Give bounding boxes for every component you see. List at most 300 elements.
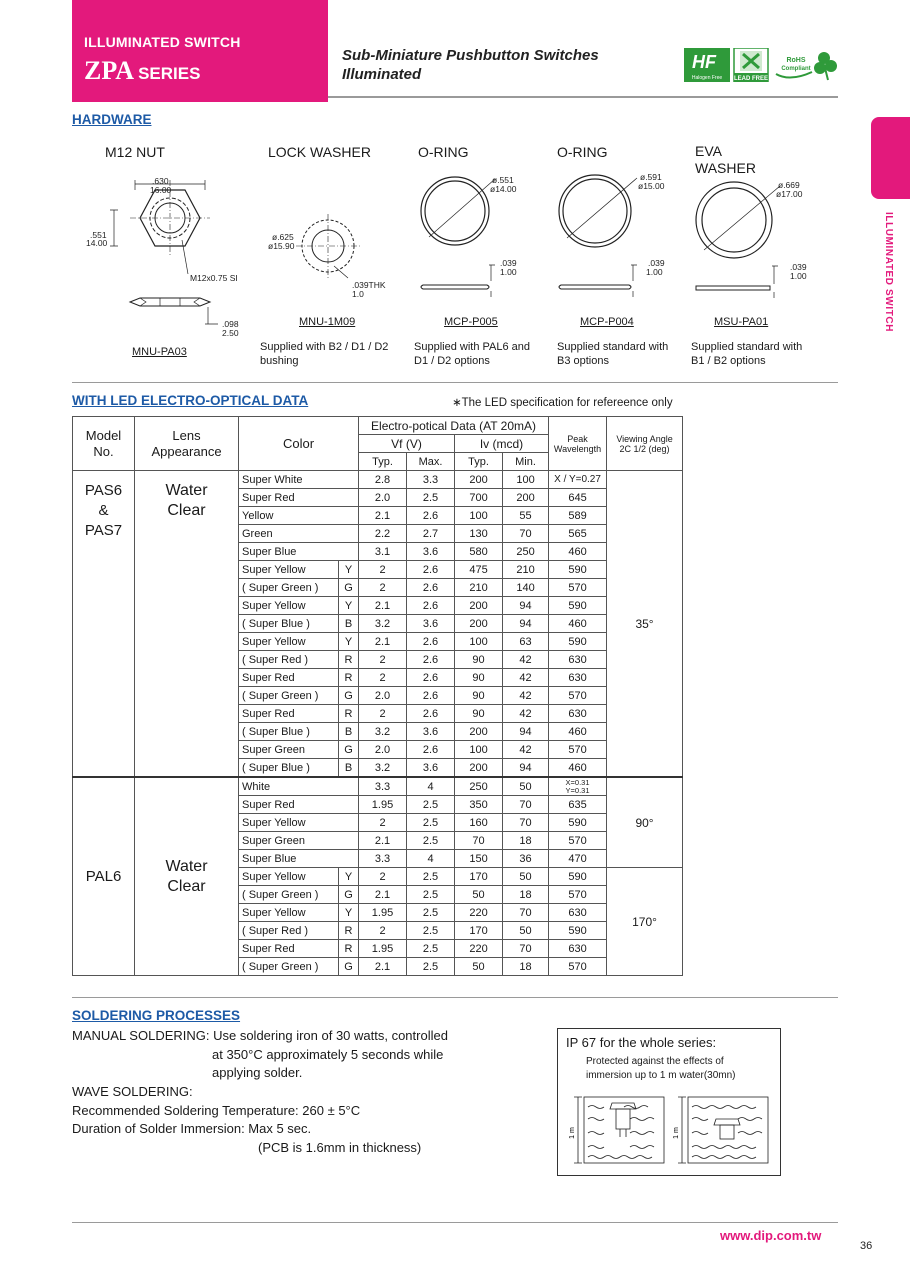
row-vf-typ: 2.1 bbox=[359, 597, 407, 615]
row-peak: 630 bbox=[549, 904, 607, 922]
wave-soldering-pcb: (PCB is 1.6mm in thickness) bbox=[258, 1140, 422, 1155]
wave-soldering-temp: Recommended Soldering Temperature: 260 ± 5°C bbox=[72, 1103, 361, 1118]
row-iv-min: 50 bbox=[503, 922, 549, 940]
row-vf-typ: 2.1 bbox=[359, 958, 407, 976]
o-ring-2-dia-inch: ø.591 bbox=[640, 172, 662, 182]
row-code: R bbox=[339, 651, 359, 669]
row-peak: 570 bbox=[549, 958, 607, 976]
row-peak-x: X=0.31 bbox=[565, 777, 590, 787]
row-iv-typ: 350 bbox=[455, 796, 503, 814]
row-iv-min: 70 bbox=[503, 525, 549, 543]
row-iv-typ: 220 bbox=[455, 940, 503, 958]
col-angle-line2: 2C 1/2 (deg) bbox=[619, 443, 670, 454]
m12-nut-drawing bbox=[100, 170, 260, 335]
m12-thick-inch: .098 bbox=[222, 319, 239, 329]
ip67-box bbox=[557, 1028, 781, 1176]
row-color: Super Red bbox=[239, 489, 359, 507]
row-iv-typ: 90 bbox=[455, 651, 503, 669]
row-peak bbox=[549, 777, 607, 796]
row-vf-typ: 3.1 bbox=[359, 543, 407, 561]
row-code: G bbox=[339, 687, 359, 705]
lock-washer-thick-inch: .039THK bbox=[352, 280, 386, 290]
row-iv-typ: 50 bbox=[455, 958, 503, 976]
group2-angle-170: 170° bbox=[607, 868, 683, 976]
row-iv-typ: 220 bbox=[455, 904, 503, 922]
o-ring-1-desc-line2: D1 / D2 options bbox=[414, 355, 490, 367]
row-vf-max: 2.5 bbox=[407, 832, 455, 850]
group2-angle-90: 90° bbox=[607, 777, 683, 868]
row-vf-max: 3.6 bbox=[407, 615, 455, 633]
row-color: Super Red bbox=[239, 705, 339, 723]
o-ring-2-label: O-RING bbox=[557, 144, 608, 160]
eva-washer-label bbox=[695, 143, 756, 177]
row-vf-typ: 2 bbox=[359, 705, 407, 723]
row-color: Super Green bbox=[239, 832, 359, 850]
group1-model-line1: PAS6 bbox=[84, 482, 123, 499]
row-iv-typ: 100 bbox=[455, 633, 503, 651]
o-ring-2-desc-line2: B3 options bbox=[557, 355, 609, 367]
footer-divider bbox=[72, 1222, 838, 1223]
col-model-line1: Model bbox=[85, 427, 122, 443]
row-iv-typ: 50 bbox=[455, 886, 503, 904]
ip67-desc-line2: immersion up to 1 m water(30mn) bbox=[586, 1070, 736, 1081]
row-vf-typ: 2 bbox=[359, 579, 407, 597]
series-title bbox=[84, 56, 200, 86]
lock-washer-label: LOCK WASHER bbox=[268, 144, 371, 160]
row-vf-typ: 2.8 bbox=[359, 471, 407, 489]
row-vf-max: 2.6 bbox=[407, 561, 455, 579]
row-vf-max: 2.6 bbox=[407, 741, 455, 759]
col-lens-line1: Lens bbox=[172, 427, 201, 443]
wave-soldering-title: WAVE SOLDERING: bbox=[72, 1084, 193, 1099]
row-code: B bbox=[339, 759, 359, 778]
col-lens-line2: Appearance bbox=[151, 443, 222, 459]
series-banner bbox=[72, 0, 328, 102]
eva-washer-label-line2: WASHER bbox=[695, 160, 756, 176]
row-iv-typ: 200 bbox=[455, 723, 503, 741]
category-label: ILLUMINATED SWITCH bbox=[84, 34, 241, 50]
rohs-logo bbox=[776, 52, 837, 80]
m12-thick-mm: 2.50 bbox=[222, 328, 239, 338]
side-tab-label: ILLUMINATED SWITCH bbox=[883, 212, 894, 333]
group1-lens bbox=[135, 471, 239, 778]
row-code: R bbox=[339, 669, 359, 687]
hardware-title: HARDWARE bbox=[72, 112, 152, 127]
o-ring-1-dia-mm: ø14.00 bbox=[490, 184, 517, 194]
led-data-table bbox=[72, 416, 683, 976]
row-peak: 590 bbox=[549, 561, 607, 579]
row-peak: 635 bbox=[549, 796, 607, 814]
row-vf-typ: 2.1 bbox=[359, 507, 407, 525]
row-iv-min: 18 bbox=[503, 958, 549, 976]
ip67-title: IP 67 for the whole series: bbox=[566, 1035, 717, 1050]
row-vf-max: 4 bbox=[407, 777, 455, 796]
group1-model bbox=[73, 471, 135, 778]
row-color: ( Super Green ) bbox=[239, 886, 339, 904]
row-peak: 565 bbox=[549, 525, 607, 543]
lock-washer-drawing bbox=[290, 210, 370, 290]
led-data-title: WITH LED ELECTRO-OPTICAL DATA bbox=[72, 393, 309, 408]
table-divider bbox=[72, 997, 838, 998]
row-iv-min: 50 bbox=[503, 777, 549, 796]
row-peak: 630 bbox=[549, 705, 607, 723]
row-iv-typ: 100 bbox=[455, 741, 503, 759]
row-peak: 590 bbox=[549, 814, 607, 832]
group2-lens-line1: Water bbox=[165, 857, 208, 875]
row-vf-typ: 2.1 bbox=[359, 886, 407, 904]
group1-model-line2: & bbox=[98, 502, 109, 519]
eva-washer-thick-inch: .039 bbox=[790, 262, 807, 272]
row-iv-min: 140 bbox=[503, 579, 549, 597]
row-code: Y bbox=[339, 561, 359, 579]
row-iv-min: 70 bbox=[503, 814, 549, 832]
eva-washer-desc-line1: Supplied standard with bbox=[691, 341, 803, 353]
row-vf-max: 2.6 bbox=[407, 669, 455, 687]
row-color: Super Red bbox=[239, 669, 339, 687]
m12-nut-label: M12 NUT bbox=[105, 144, 165, 160]
lead-free-text: LEAD FREE bbox=[733, 76, 769, 82]
m12-width-inch: .630 bbox=[152, 176, 169, 186]
o-ring-1-dia-inch: ø.551 bbox=[492, 175, 514, 185]
row-vf-typ: 1.95 bbox=[359, 940, 407, 958]
rohs-compliant-text: Compliant bbox=[781, 66, 811, 72]
series-word: SERIES bbox=[138, 64, 201, 83]
row-vf-typ: 2 bbox=[359, 868, 407, 886]
o-ring-1-thick-mm: 1.00 bbox=[500, 267, 517, 277]
row-iv-typ: 200 bbox=[455, 471, 503, 489]
row-vf-max: 2.5 bbox=[407, 868, 455, 886]
row-iv-min: 210 bbox=[503, 561, 549, 579]
row-code: R bbox=[339, 705, 359, 723]
group1-angle: 35° bbox=[607, 471, 683, 778]
row-iv-min: 50 bbox=[503, 868, 549, 886]
halogen-free-logo bbox=[684, 48, 730, 82]
row-peak: 590 bbox=[549, 922, 607, 940]
row-vf-typ: 1.95 bbox=[359, 796, 407, 814]
row-vf-typ: 3.2 bbox=[359, 723, 407, 741]
hf-text: HF bbox=[692, 52, 716, 72]
col-lens bbox=[135, 417, 239, 471]
row-vf-typ: 2 bbox=[359, 922, 407, 940]
m12-height-inch: .551 bbox=[90, 230, 107, 240]
row-iv-typ: 90 bbox=[455, 687, 503, 705]
row-vf-typ: 3.3 bbox=[359, 850, 407, 868]
row-code: G bbox=[339, 958, 359, 976]
page-number: 36 bbox=[860, 1240, 873, 1252]
row-peak: 589 bbox=[549, 507, 607, 525]
row-color: Super Yellow bbox=[239, 904, 339, 922]
row-vf-max: 2.5 bbox=[407, 796, 455, 814]
row-iv-min: 42 bbox=[503, 687, 549, 705]
row-color: ( Super Red ) bbox=[239, 651, 339, 669]
row-peak: 570 bbox=[549, 832, 607, 850]
row-peak: 470 bbox=[549, 850, 607, 868]
o-ring-1-desc-line1: Supplied with PAL6 and bbox=[414, 341, 530, 353]
row-iv-min: 42 bbox=[503, 741, 549, 759]
row-iv-min: 42 bbox=[503, 669, 549, 687]
col-model-line2: No. bbox=[93, 443, 114, 459]
depth-label-left: 1 m bbox=[569, 1127, 576, 1139]
row-code: R bbox=[339, 922, 359, 940]
row-iv-min: 42 bbox=[503, 651, 549, 669]
col-vf: Vf (V) bbox=[359, 435, 455, 453]
row-iv-typ: 90 bbox=[455, 705, 503, 723]
row-vf-typ: 2.0 bbox=[359, 687, 407, 705]
group1-lens-line1: Water bbox=[165, 482, 208, 499]
group2-lens bbox=[135, 777, 239, 976]
row-color: ( Super Blue ) bbox=[239, 759, 339, 778]
col-peak-line2: Wavelength bbox=[553, 443, 602, 454]
o-ring-1-part-number: MCP-P005 bbox=[444, 316, 498, 328]
row-peak: 590 bbox=[549, 633, 607, 651]
row-peak: 570 bbox=[549, 687, 607, 705]
row-code: Y bbox=[339, 597, 359, 615]
lock-washer-desc-line1: Supplied with B2 / D1 / D2 bbox=[260, 341, 389, 353]
o-ring-1-desc bbox=[414, 340, 530, 368]
col-peak-line1: Peak bbox=[567, 433, 588, 444]
row-iv-typ: 160 bbox=[455, 814, 503, 832]
manual-soldering-line3: applying solder. bbox=[212, 1065, 303, 1080]
row-iv-min: 42 bbox=[503, 705, 549, 723]
row-iv-typ: 475 bbox=[455, 561, 503, 579]
row-iv-typ: 170 bbox=[455, 868, 503, 886]
row-vf-typ: 3.3 bbox=[359, 777, 407, 796]
m12-height-mm: 14.00 bbox=[86, 238, 108, 248]
row-peak: 570 bbox=[549, 886, 607, 904]
row-iv-typ: 210 bbox=[455, 579, 503, 597]
row-peak: 630 bbox=[549, 651, 607, 669]
row-vf-typ: 2 bbox=[359, 561, 407, 579]
row-iv-min: 200 bbox=[503, 489, 549, 507]
col-iv-typ: Typ. bbox=[455, 453, 503, 471]
website-link[interactable]: www.dip.com.tw bbox=[720, 1228, 822, 1243]
row-vf-max: 3.6 bbox=[407, 543, 455, 561]
col-model bbox=[73, 417, 135, 471]
row-iv-typ: 150 bbox=[455, 850, 503, 868]
led-spec-note: ∗The LED specification for refereence only bbox=[452, 397, 673, 409]
row-vf-max: 2.6 bbox=[407, 633, 455, 651]
row-iv-typ: 250 bbox=[455, 777, 503, 796]
row-color: Super Red bbox=[239, 940, 339, 958]
lock-washer-desc bbox=[260, 340, 388, 368]
row-vf-max: 3.6 bbox=[407, 759, 455, 778]
row-iv-min: 55 bbox=[503, 507, 549, 525]
row-vf-max: 3.3 bbox=[407, 471, 455, 489]
row-vf-max: 2.5 bbox=[407, 922, 455, 940]
row-vf-max: 2.5 bbox=[407, 886, 455, 904]
o-ring-2-desc bbox=[557, 340, 668, 368]
o-ring-1-label: O-RING bbox=[418, 144, 469, 160]
eva-washer-desc-line2: B1 / B2 options bbox=[691, 355, 766, 367]
soldering-title: SOLDERING PROCESSES bbox=[72, 1008, 241, 1023]
row-peak: 630 bbox=[549, 669, 607, 687]
row-color: Super Yellow bbox=[239, 597, 339, 615]
row-vf-typ: 2 bbox=[359, 651, 407, 669]
row-code: B bbox=[339, 723, 359, 741]
row-iv-typ: 200 bbox=[455, 597, 503, 615]
row-iv-min: 70 bbox=[503, 904, 549, 922]
ip67-desc-line1: Protected against the effects of bbox=[586, 1056, 724, 1067]
rohs-text: RoHS bbox=[786, 57, 806, 64]
row-iv-min: 94 bbox=[503, 597, 549, 615]
row-vf-typ: 2.0 bbox=[359, 741, 407, 759]
row-iv-typ: 70 bbox=[455, 832, 503, 850]
row-vf-max: 2.7 bbox=[407, 525, 455, 543]
lead-free-logo bbox=[734, 48, 768, 82]
table-row bbox=[73, 471, 683, 489]
col-eo-data: Electro-potical Data (AT 20mA) bbox=[359, 417, 549, 435]
row-code: Y bbox=[339, 633, 359, 651]
depth-label-right: 1 m bbox=[673, 1127, 680, 1139]
row-vf-max: 2.6 bbox=[407, 687, 455, 705]
row-color: Super Red bbox=[239, 796, 359, 814]
row-color: White bbox=[239, 777, 359, 796]
row-vf-max: 2.6 bbox=[407, 507, 455, 525]
lock-washer-desc-line2: bushing bbox=[260, 355, 299, 367]
row-vf-max: 4 bbox=[407, 850, 455, 868]
row-iv-min: 70 bbox=[503, 940, 549, 958]
eva-washer-label-line1: EVA bbox=[695, 143, 722, 159]
row-vf-max: 2.6 bbox=[407, 597, 455, 615]
series-code: ZPA bbox=[84, 56, 135, 85]
row-vf-typ: 3.2 bbox=[359, 615, 407, 633]
group1-model-line3: PAS7 bbox=[84, 522, 123, 539]
row-peak: 570 bbox=[549, 741, 607, 759]
page-title bbox=[342, 46, 599, 84]
row-vf-max: 3.6 bbox=[407, 723, 455, 741]
row-code: B bbox=[339, 615, 359, 633]
row-code: G bbox=[339, 579, 359, 597]
col-angle bbox=[607, 417, 683, 471]
group2-lens-line2: Clear bbox=[167, 877, 206, 895]
o-ring-1-thick-inch: .039 bbox=[500, 258, 517, 268]
row-peak: 460 bbox=[549, 723, 607, 741]
row-iv-typ: 170 bbox=[455, 922, 503, 940]
row-color: Super Yellow bbox=[239, 868, 339, 886]
col-peak bbox=[549, 417, 607, 471]
row-vf-typ: 2.0 bbox=[359, 489, 407, 507]
o-ring-2-dia-mm: ø15.00 bbox=[638, 181, 665, 191]
row-color: Super Yellow bbox=[239, 814, 359, 832]
group2-model: PAL6 bbox=[73, 777, 135, 976]
row-peak: 460 bbox=[549, 615, 607, 633]
page-title-line1: Sub-Miniature Pushbutton Switches bbox=[342, 47, 599, 64]
row-peak: 460 bbox=[549, 543, 607, 561]
o-ring-2-thick-inch: .039 bbox=[648, 258, 665, 268]
eva-washer-part-number: MSU-PA01 bbox=[714, 316, 769, 328]
row-peak-y: Y=0.31 bbox=[565, 785, 590, 795]
row-iv-typ: 200 bbox=[455, 615, 503, 633]
hardware-divider bbox=[72, 382, 838, 383]
row-vf-typ: 2 bbox=[359, 814, 407, 832]
row-color: ( Super Green ) bbox=[239, 958, 339, 976]
o-ring-2-drawing bbox=[555, 172, 645, 300]
col-angle-line1: Viewing Angle bbox=[616, 433, 673, 444]
row-vf-typ: 2.1 bbox=[359, 633, 407, 651]
row-vf-max: 2.6 bbox=[407, 651, 455, 669]
row-color: Super White bbox=[239, 471, 359, 489]
manual-soldering-line1: MANUAL SOLDERING: Use soldering iron of 30 watts, controlled bbox=[72, 1028, 448, 1043]
eva-washer-desc bbox=[691, 340, 802, 368]
immersion-diagram bbox=[564, 1093, 774, 1173]
row-vf-typ: 2.1 bbox=[359, 832, 407, 850]
row-vf-max: 2.5 bbox=[407, 940, 455, 958]
row-color: Green bbox=[239, 525, 359, 543]
row-peak: X / Y=0.27 bbox=[549, 471, 607, 489]
row-color: Super Yellow bbox=[239, 633, 339, 651]
row-peak: 590 bbox=[549, 597, 607, 615]
col-iv: Iv (mcd) bbox=[455, 435, 549, 453]
row-vf-max: 2.6 bbox=[407, 705, 455, 723]
col-vf-typ: Typ. bbox=[359, 453, 407, 471]
row-peak: 630 bbox=[549, 940, 607, 958]
row-code: G bbox=[339, 886, 359, 904]
row-vf-max: 2.5 bbox=[407, 489, 455, 507]
eva-washer-dia-mm: ø17.00 bbox=[776, 189, 803, 199]
row-peak: 570 bbox=[549, 579, 607, 597]
row-vf-max: 2.5 bbox=[407, 958, 455, 976]
row-code: G bbox=[339, 741, 359, 759]
lock-washer-dia-inch: ø.625 bbox=[272, 232, 294, 242]
lock-washer-part-number: MNU-1M09 bbox=[299, 316, 356, 328]
row-vf-max: 2.6 bbox=[407, 579, 455, 597]
row-color: ( Super Green ) bbox=[239, 579, 339, 597]
o-ring-2-desc-line1: Supplied standard with bbox=[557, 341, 669, 353]
row-color: ( Super Blue ) bbox=[239, 723, 339, 741]
row-iv-min: 250 bbox=[503, 543, 549, 561]
row-iv-min: 18 bbox=[503, 886, 549, 904]
row-code: Y bbox=[339, 868, 359, 886]
m12-thread: M12x0.75 SI bbox=[190, 273, 238, 283]
col-color: Color bbox=[239, 417, 359, 471]
row-iv-typ: 100 bbox=[455, 507, 503, 525]
eva-washer-dia-inch: ø.669 bbox=[778, 180, 800, 190]
row-code: R bbox=[339, 940, 359, 958]
col-vf-max: Max. bbox=[407, 453, 455, 471]
row-vf-typ: 1.95 bbox=[359, 904, 407, 922]
wave-soldering-duration: Duration of Solder Immersion: Max 5 sec. bbox=[72, 1121, 312, 1136]
row-vf-max: 2.5 bbox=[407, 904, 455, 922]
row-color: Super Blue bbox=[239, 850, 359, 868]
group1-lens-line2: Clear bbox=[167, 502, 206, 519]
lock-washer-thick-mm: 1.0 bbox=[352, 289, 364, 299]
compliance-logos bbox=[684, 48, 838, 82]
row-iv-typ: 130 bbox=[455, 525, 503, 543]
row-iv-min: 100 bbox=[503, 471, 549, 489]
ip67-desc bbox=[586, 1055, 776, 1083]
o-ring-2-part-number: MCP-P004 bbox=[580, 316, 634, 328]
row-vf-typ: 3.2 bbox=[359, 759, 407, 778]
row-iv-min: 94 bbox=[503, 615, 549, 633]
row-color: Super Blue bbox=[239, 543, 359, 561]
row-color: ( Super Red ) bbox=[239, 922, 339, 940]
row-peak: 590 bbox=[549, 868, 607, 886]
row-vf-max: 2.5 bbox=[407, 814, 455, 832]
row-color: Yellow bbox=[239, 507, 359, 525]
row-iv-min: 94 bbox=[503, 723, 549, 741]
row-vf-typ: 2.2 bbox=[359, 525, 407, 543]
section-side-tab[interactable] bbox=[871, 117, 910, 199]
row-color: ( Super Blue ) bbox=[239, 615, 339, 633]
row-iv-min: 63 bbox=[503, 633, 549, 651]
hf-caption: Halogen Free bbox=[691, 75, 723, 81]
m12-width-mm: 16.00 bbox=[150, 185, 172, 195]
row-iv-typ: 580 bbox=[455, 543, 503, 561]
o-ring-2-thick-mm: 1.00 bbox=[646, 267, 663, 277]
row-color: Super Yellow bbox=[239, 561, 339, 579]
table-header-row bbox=[73, 417, 683, 435]
row-iv-min: 18 bbox=[503, 832, 549, 850]
